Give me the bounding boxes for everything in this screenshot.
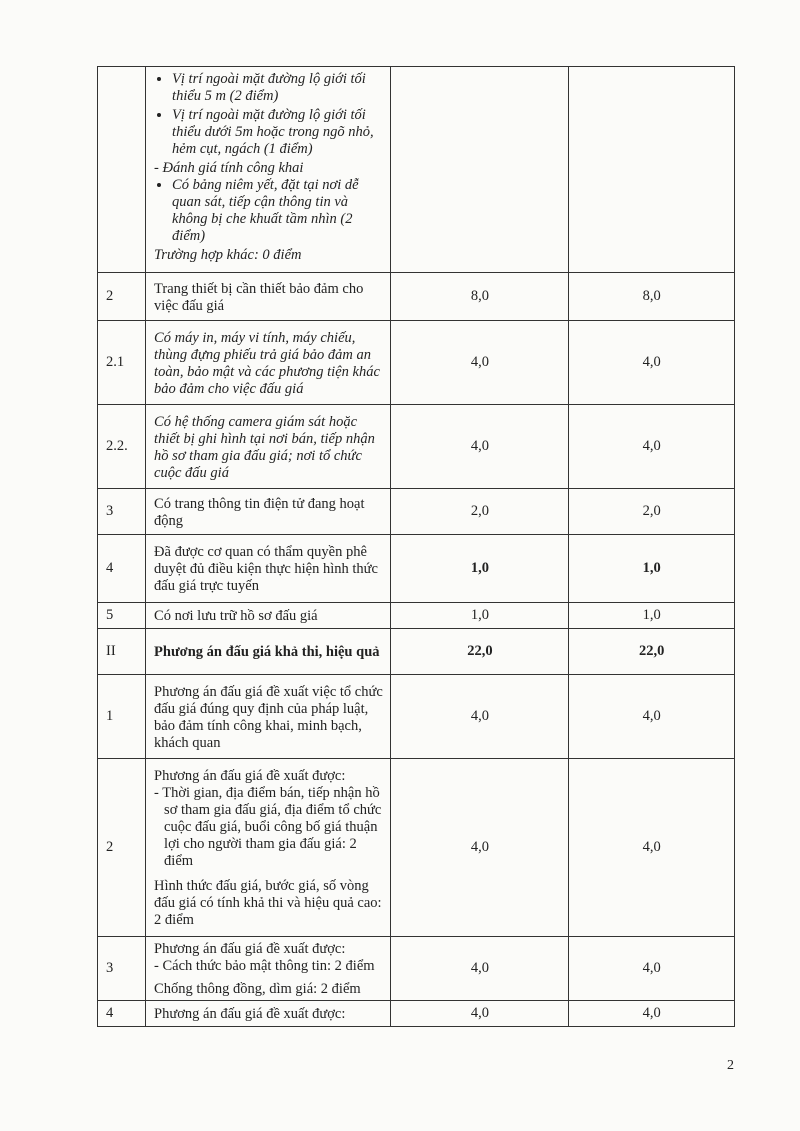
row-tail: Trường hợp khác: 0 điểm	[154, 247, 302, 263]
max-score: 4,0	[391, 937, 569, 1001]
section-title: Phương án đấu giá khả thi, hiệu quả	[146, 629, 391, 675]
table-row	[98, 1001, 735, 1027]
row-number: 4	[98, 535, 146, 603]
scoring-table	[97, 66, 735, 1027]
table-row	[98, 405, 735, 489]
row-number	[98, 67, 146, 273]
awarded-score	[569, 67, 735, 273]
table-row	[98, 535, 735, 603]
page-number: 2	[727, 1058, 734, 1073]
criteria-cell	[146, 67, 391, 273]
max-score: 22,0	[391, 629, 569, 675]
list-item: • Vị trí ngoài mặt đường lộ giới tối thiểu 5 m (2 điểm)	[172, 71, 384, 105]
criteria-cell: Có trang thông tin điện tử đang hoạt động	[146, 489, 391, 535]
section-number: II	[98, 629, 146, 675]
criteria-cell: Phương án đấu giá đề xuất được:	[146, 1001, 391, 1027]
max-score: 4,0	[391, 675, 569, 759]
awarded-score: 4,0	[569, 937, 735, 1001]
max-score: 4,0	[391, 1001, 569, 1027]
table-row	[98, 273, 735, 321]
awarded-score: 4,0	[569, 675, 735, 759]
max-score: 2,0	[391, 489, 569, 535]
criteria-cell: Phương án đấu giá đề xuất việc tổ chức đấu giá đúng quy định của pháp luật, bảo đảm tính công khai, minh bạch, khách quan	[146, 675, 391, 759]
row-number: 1	[98, 675, 146, 759]
max-score	[391, 67, 569, 273]
criteria-cell	[146, 937, 391, 1001]
row-number: 2	[98, 273, 146, 321]
max-score: 8,0	[391, 273, 569, 321]
table-row	[98, 321, 735, 405]
awarded-score: 1,0	[569, 603, 735, 629]
criteria-cell: Có nơi lưu trữ hồ sơ đấu giá	[146, 603, 391, 629]
row-number: 3	[98, 937, 146, 1001]
table-row	[98, 603, 735, 629]
row-number: 4	[98, 1001, 146, 1027]
awarded-score: 8,0	[569, 273, 735, 321]
list-item: • Có bảng niêm yết, đặt tại nơi dễ quan sát, tiếp cận thông tin và không bị che khuất tầm nhìn (2 điểm)	[172, 177, 384, 245]
list-item: • Vị trí ngoài mặt đường lộ giới tối thiểu dưới 5m hoặc trong ngõ nhỏ, hẻm cụt, ngách (1 điểm)	[172, 107, 384, 158]
criteria-cell: Đã được cơ quan có thẩm quyền phê duyệt đủ điều kiện thực hiện hình thức đấu giá trực tuyến	[146, 535, 391, 603]
row-lead: Phương án đấu giá đề xuất được:	[154, 768, 346, 784]
max-score: 4,0	[391, 405, 569, 489]
awarded-score: 4,0	[569, 405, 735, 489]
criteria-cell: Có hệ thống camera giám sát hoặc thiết bị ghi hình tại nơi bán, tiếp nhận hồ sơ tham gia đấu giá; nơi tổ chức cuộc đấu giá	[146, 405, 391, 489]
awarded-score: 1,0	[569, 535, 735, 603]
row-tail: Chống thông đồng, dìm giá: 2 điểm	[154, 981, 361, 997]
max-score: 4,0	[391, 759, 569, 937]
criteria-cell	[146, 759, 391, 937]
row-tail: Hình thức đấu giá, bước giá, số vòng đấu giá có tính khả thi và hiệu quả cao: 2 điểm	[154, 878, 382, 928]
row-lead: Phương án đấu giá đề xuất được:	[154, 941, 346, 957]
awarded-score: 4,0	[569, 321, 735, 405]
table-row	[98, 675, 735, 759]
awarded-score: 4,0	[569, 759, 735, 937]
table-row	[98, 629, 735, 675]
max-score: 1,0	[391, 603, 569, 629]
awarded-score: 2,0	[569, 489, 735, 535]
row-number: 2	[98, 759, 146, 937]
dash-item: - Cách thức bảo mật thông tin: 2 điểm	[154, 958, 375, 974]
criteria-cell: Trang thiết bị cần thiết bảo đảm cho việc đấu giá	[146, 273, 391, 321]
row-number: 5	[98, 603, 146, 629]
table-row	[98, 759, 735, 937]
row-number: 2.1	[98, 321, 146, 405]
max-score: 4,0	[391, 321, 569, 405]
awarded-score: 22,0	[569, 629, 735, 675]
awarded-score: 4,0	[569, 1001, 735, 1027]
table-row	[98, 937, 735, 1001]
criteria-cell: Có máy in, máy vi tính, máy chiếu, thùng đựng phiếu trả giá bảo đảm an toàn, bảo mật và các phương tiện khác bảo đảm cho việc đấu giá	[146, 321, 391, 405]
max-score: 1,0	[391, 535, 569, 603]
table-row	[98, 67, 735, 273]
dash-item: - Thời gian, địa điểm bán, tiếp nhận hồ sơ tham gia đấu giá, địa điểm tổ chức cuộc đấu giá, buổi công bố giá thuận lợi cho người tham gia đấu giá: 2 điểm	[154, 785, 382, 869]
row-number: 3	[98, 489, 146, 535]
row-number: 2.2.	[98, 405, 146, 489]
table-row	[98, 489, 735, 535]
sub-heading: - Đánh giá tính công khai	[154, 160, 304, 176]
